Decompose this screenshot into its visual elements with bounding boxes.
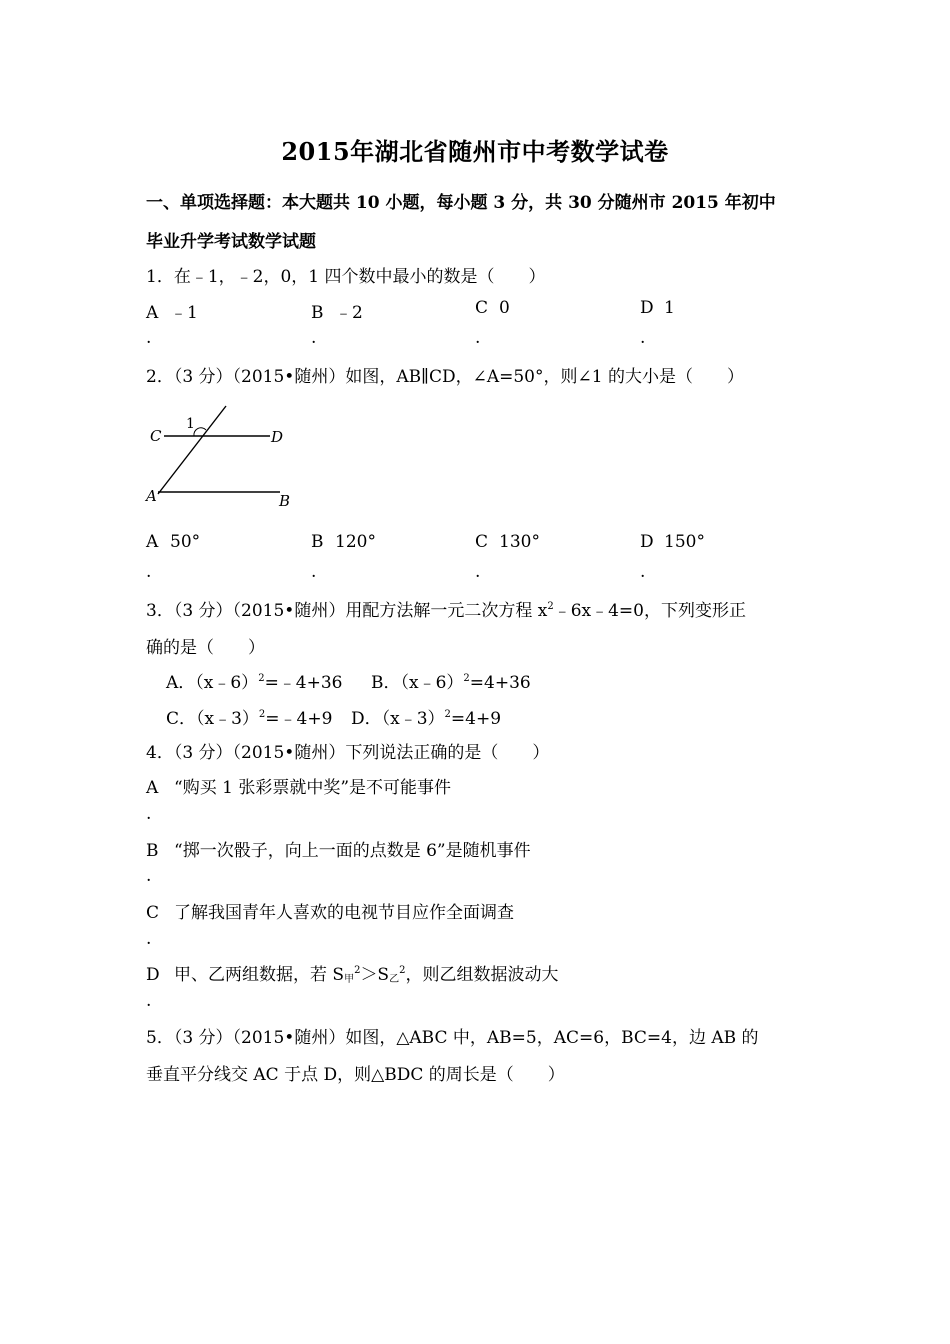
option-text: =﹣4+9 [265,709,333,729]
option-letter: D [640,532,654,552]
option-text: 150° [664,532,705,552]
option-dot: . [146,991,152,1011]
option-text: 130° [499,532,540,552]
label-angle-1: 1 [186,416,195,432]
q4-option-d[interactable] [146,960,558,985]
q5-stem-line1: 5．（3 分）（2015•随州）如图，△ABC 中，AB=5，AC=6，BC=4，边 AB 的 [146,1028,759,1048]
option-text: 50° [170,532,201,552]
superscript: 2 [547,601,554,612]
option-letter: B [311,532,324,552]
section-heading-line2: 毕业升学考试数学试题 [146,232,316,252]
subscript: 甲 [344,974,355,985]
option-text: =﹣4+36 [264,673,343,693]
q3-option-c[interactable] [166,704,332,729]
page-title: 2015年湖北省随州市中考数学试卷 [281,137,669,166]
q2-option-a[interactable] [146,532,200,552]
option-text: ﹣1 [170,303,198,323]
superscript: 2 [258,709,266,720]
option-letter: B [311,303,324,323]
option-text: C．（x﹣3） [166,709,259,729]
option-letter: B [146,841,159,861]
q1-stem: 1．在﹣1，﹣2，0，1 四个数中最小的数是（ ） [146,267,546,287]
q1-options [146,298,806,322]
superscript: 2 [444,709,451,720]
superscript: 2 [463,673,470,684]
superscript: 2 [354,965,361,976]
q2-option-b[interactable] [311,532,376,552]
q1-option-a[interactable] [146,298,198,323]
q2-stem: 2．（3 分）（2015•随州）如图，AB∥CD，∠A=50°，则∠1 的大小是（ ） [146,367,744,387]
superscript: 2 [399,965,406,976]
q2-option-d[interactable] [640,532,705,552]
q3-option-d[interactable] [351,704,501,729]
q1-option-d[interactable] [640,298,675,318]
q1-option-c[interactable] [475,298,510,318]
label-c: C [150,427,162,445]
option-letter: D [146,965,160,985]
label-b: B [279,492,291,510]
option-text: D．（x﹣3） [351,709,445,729]
option-text: ＞S [360,965,390,985]
q2-option-c[interactable] [475,532,540,552]
label-a: A [146,487,157,505]
q5-stem-line2: 垂直平分线交 AC 于点 D，则△BDC 的周长是（ ） [146,1065,565,1085]
q4-option-a[interactable] [146,773,451,798]
option-text: 甲、乙两组数据，若 S [174,965,345,985]
option-text: =4+9 [450,709,502,729]
option-text: “掷一次骰子，向上一面的点数是 6”是随机事件 [174,841,531,861]
option-dot: . [146,929,152,949]
section-heading-line1: 一、单项选择题：本大题共 10 小题，每小题 3 分，共 30 分随州市 2015 年初中 [146,193,776,213]
option-dot: . [311,562,317,582]
parallel-lines-figure [140,400,300,515]
option-dot: . [640,328,646,348]
option-dot: . [146,562,152,582]
q4-stem: 4．（3 分）（2015•随州）下列说法正确的是（ ） [146,743,550,763]
option-text: 1 [664,298,675,318]
option-letter: C [475,298,489,318]
option-letter: C [146,903,160,923]
option-text: ，则乙组数据波动大 [405,965,559,985]
q3-option-b[interactable] [371,668,531,693]
option-dot: . [640,562,646,582]
option-dot: . [146,866,152,886]
option-letter: A [146,303,159,323]
option-text: A．（x﹣6） [166,673,259,693]
option-dot: . [146,328,152,348]
q3-stem [146,596,746,621]
option-text: 120° [335,532,376,552]
q1-dot-row [146,328,806,348]
q3-stem-text: 3．（3 分）（2015•随州）用配方法解一元二次方程 x [146,601,548,621]
option-dot: . [311,328,317,348]
superscript: 2 [258,673,265,684]
option-text: 0 [499,298,510,318]
option-text: ﹣2 [335,303,363,323]
label-d: D [271,428,284,446]
option-dot: . [146,804,152,824]
q4-option-b[interactable] [146,836,531,861]
option-letter: A [146,532,159,552]
option-text: 了解我国青年人喜欢的电视节目应作全面调查 [174,903,514,923]
q2-options [146,532,806,556]
q3-stem-text: ﹣6x﹣4=0，下列变形正 [553,601,746,621]
q2-dot-row [146,562,806,582]
subscript: 乙 [389,974,400,985]
option-dot: . [475,328,481,348]
option-text: B．（x﹣6） [371,673,464,693]
q4-option-c[interactable] [146,898,514,923]
option-letter: D [640,298,654,318]
option-letter: A [146,778,159,798]
option-letter: C [475,532,489,552]
option-text: =4+36 [469,673,531,693]
q3-stem-line2: 确的是（ ） [146,638,265,658]
q3-option-a[interactable] [166,668,343,693]
option-dot: . [475,562,481,582]
q1-option-b[interactable] [311,298,363,323]
option-text: “购买 1 张彩票就中奖”是不可能事件 [174,778,452,798]
